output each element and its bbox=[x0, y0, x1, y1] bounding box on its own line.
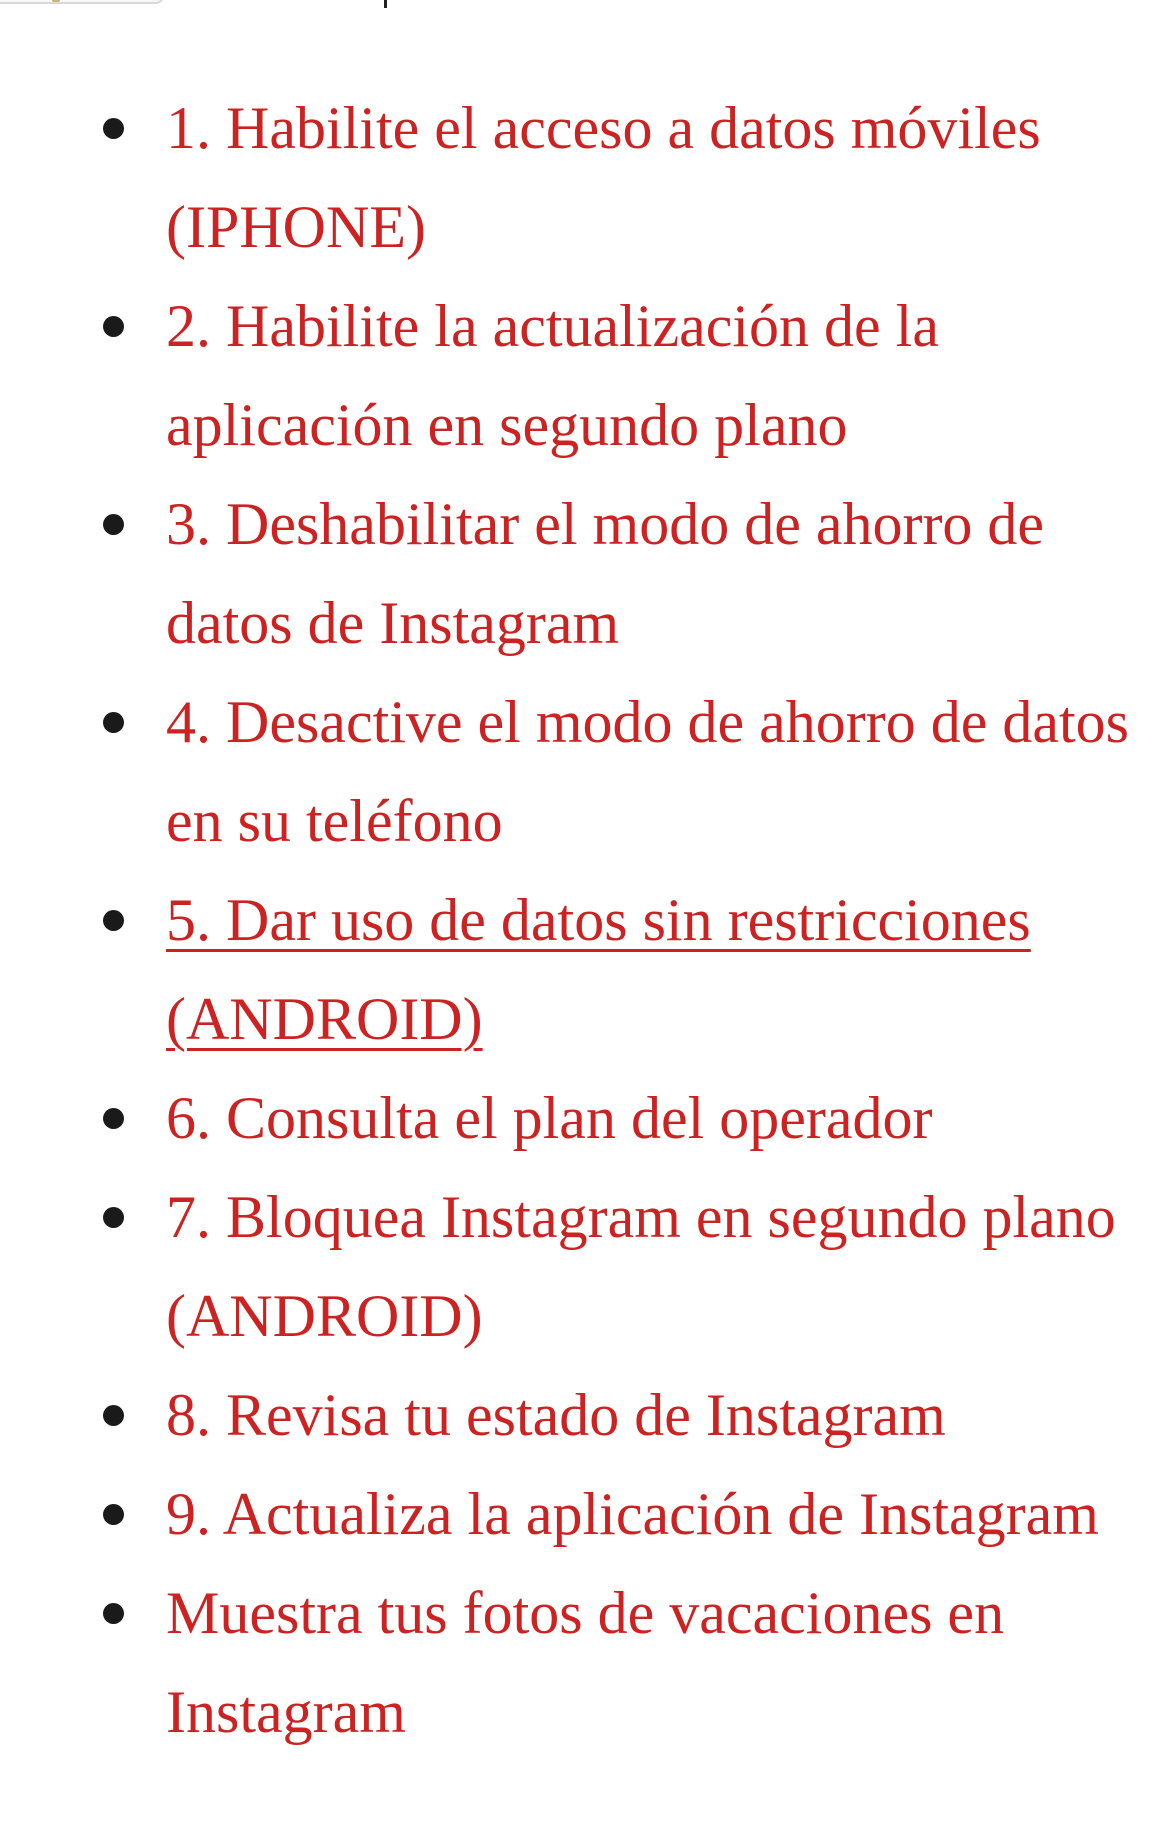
top-partial-icon bbox=[52, 0, 60, 2]
toc-link-3[interactable]: 3. Deshabilitar el modo de ahorro de datos de Instagram bbox=[166, 491, 1045, 656]
toc-item-1 bbox=[0, 79, 1170, 277]
bullet-icon bbox=[103, 712, 124, 733]
toc-link-2[interactable]: 2. Habilite la actualización de la aplicación en segundo plano bbox=[166, 293, 939, 458]
toc-item-6 bbox=[0, 1069, 1170, 1168]
toc-item-10 bbox=[0, 1564, 1170, 1762]
toc-link-7[interactable]: 7. Bloquea Instagram en segundo plano (ANDROID) bbox=[166, 1184, 1116, 1349]
toc-link-10[interactable]: Muestra tus fotos de vacaciones en Instagram bbox=[166, 1580, 1005, 1745]
toc-link-8[interactable]: 8. Revisa tu estado de Instagram bbox=[166, 1382, 946, 1448]
toc-item-4 bbox=[0, 673, 1170, 871]
top-fragment bbox=[0, 0, 1170, 24]
toc-link-1[interactable]: 1. Habilite el acceso a datos móviles (IPHONE) bbox=[166, 95, 1041, 260]
bullet-icon bbox=[103, 118, 124, 139]
bullet-icon bbox=[103, 1405, 124, 1426]
bullet-icon bbox=[103, 1207, 124, 1228]
toc-item-7 bbox=[0, 1168, 1170, 1366]
bullet-icon bbox=[103, 1603, 124, 1624]
bullet-icon bbox=[103, 514, 124, 535]
bullet-icon bbox=[103, 316, 124, 337]
toc-link-4[interactable]: 4. Desactive el modo de ahorro de datos en su teléfono bbox=[166, 689, 1130, 854]
bullet-icon bbox=[103, 1504, 124, 1525]
top-partial-button[interactable] bbox=[0, 0, 165, 4]
table-of-contents bbox=[0, 79, 1170, 1762]
toc-item-3 bbox=[0, 475, 1170, 673]
toc-item-2 bbox=[0, 277, 1170, 475]
bullet-icon bbox=[103, 910, 124, 931]
toc-link-9[interactable]: 9. Actualiza la aplicación de Instagram bbox=[166, 1481, 1099, 1547]
heading-fragment bbox=[384, 0, 387, 8]
bullet-icon bbox=[103, 1108, 124, 1129]
toc-link-6[interactable]: 6. Consulta el plan del operador bbox=[166, 1085, 933, 1151]
toc-item-5 bbox=[0, 871, 1170, 1069]
toc-item-8 bbox=[0, 1366, 1170, 1465]
toc-link-5[interactable]: 5. Dar uso de datos sin restricciones (ANDROID) bbox=[166, 887, 1031, 1052]
toc-item-9 bbox=[0, 1465, 1170, 1564]
